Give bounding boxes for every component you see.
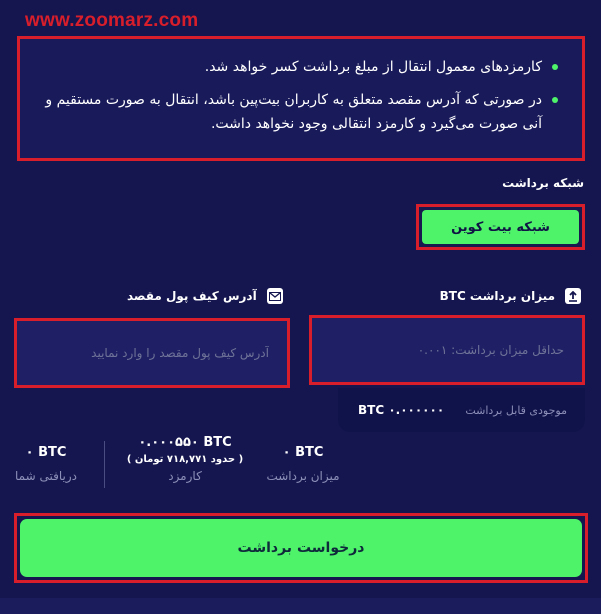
bullet-dot-icon (552, 97, 558, 103)
destination-address-field (14, 318, 290, 388)
summary-fee-label: کارمزد (168, 469, 202, 483)
destination-address-label (127, 288, 283, 304)
withdraw-amount-input[interactable] (312, 318, 582, 382)
summary-received-value: ۰ BTC (25, 445, 67, 460)
summary-received-label: دریافتی شما (15, 469, 77, 483)
summary-fee-value: ۰.۰۰۰۵۵۰ BTC (138, 435, 232, 450)
summary-withdraw (258, 445, 348, 483)
note-item (38, 88, 558, 136)
withdraw-amount-field (309, 315, 585, 385)
network-select-label: شبکه بیت کوین (422, 210, 579, 244)
note-item (38, 55, 558, 79)
summary-withdraw-label: میزان برداشت (266, 469, 340, 483)
summary-divider (104, 441, 105, 488)
submit-withdraw-button[interactable] (14, 513, 588, 583)
note-text: در صورتی که آدرس مقصد متعلق به کاربران بیت‌پین باشد، انتقال به صورت مستقیم و آنی صورت می‌گیرد و کارمزد انتقالی وجود نخواهد داشت. (45, 92, 542, 132)
balance-label: موجودی قابل برداشت (465, 403, 567, 417)
withdraw-amount-label (440, 288, 581, 304)
withdraw-amount-label-text: میزان برداشت BTC (439, 289, 555, 303)
balance-panel (338, 388, 585, 432)
destination-address-label-text: آدرس کیف پول مقصد (127, 289, 257, 303)
bottom-bar (0, 598, 601, 614)
destination-address-input[interactable] (17, 321, 287, 385)
watermark: www.zoomarz.com (25, 10, 199, 31)
notes-box (17, 36, 585, 161)
upload-icon (565, 288, 581, 304)
summary-received (8, 445, 84, 483)
network-title: شبکه برداشت (502, 176, 584, 190)
envelope-icon (267, 288, 283, 304)
network-select-button[interactable] (416, 204, 585, 250)
submit-withdraw-label: درخواست برداشت (20, 519, 582, 577)
summary-fee-toman: ( حدود ۷۱۸,۷۷۱ تومان ) (126, 454, 244, 465)
bullet-dot-icon (552, 64, 558, 70)
note-text: کارمزدهای معمول انتقال از مبلغ برداشت کسر خواهد شد. (204, 59, 542, 75)
summary-withdraw-value: ۰ BTC (282, 445, 324, 460)
summary-fee (110, 435, 260, 483)
balance-value: BTC ۰.۰۰۰۰۰۰ (358, 403, 445, 417)
